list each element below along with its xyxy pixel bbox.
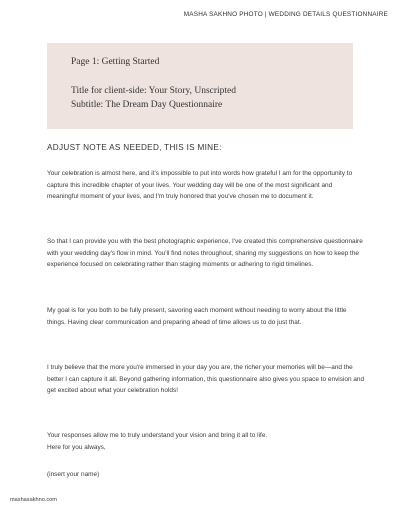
client-title: Title for client-side: Your Story, Unscripted xyxy=(71,86,237,96)
signature-placeholder: (insert your name) xyxy=(47,471,100,478)
responses-paragraph: Your responses allow me to truly understand your vision and bring it all to life. xyxy=(47,432,268,439)
intro-paragraph: Your celebration is almost here, and it's impossible to put into words how grateful I am for the opportunity to capture this incredible chapter of your lives. Your wedding day will be one of the most significant and meaningful moment of your lives, and I'm truly honored that you've chosen me to document it. xyxy=(47,170,353,200)
goal-paragraph: My goal is for you both to be fully present, savoring each moment without needing to worry about the little things. Having clear communication and preparing ahead of time allows us to do just that. xyxy=(47,307,347,326)
questionnaire-paragraph: So that I can provide you with the best photographic experience, I've created this comprehensive questionnaire with your wedding day's flow in mind. You'll find notes throughout, sharing my suggestions on how to keep the experience focused on celebrating rather than staging moments or adhering to rigid timelines. xyxy=(47,238,363,268)
footer-website: mashasakhno.com xyxy=(10,497,57,503)
page-label: Page 1: Getting Started xyxy=(71,57,160,67)
belief-paragraph: I truly believe that the more you're immersed in your day you are, the richer your memories will be—and the better I can capture it all. Beyond gathering information, this questionnaire also gives you space to envision and get excited about what your celebration holds! xyxy=(47,364,365,394)
title-box xyxy=(47,43,353,129)
document-header: MASHA SAKHNO PHOTO | WEDDING DETAILS QUESTIONNAIRE xyxy=(183,11,388,18)
client-subtitle: Subtitle: The Dream Day Questionnaire xyxy=(71,100,223,110)
signoff-line: Here for you always, xyxy=(47,444,106,451)
note-heading: ADJUST NOTE AS NEEDED, THIS IS MINE: xyxy=(47,143,222,152)
